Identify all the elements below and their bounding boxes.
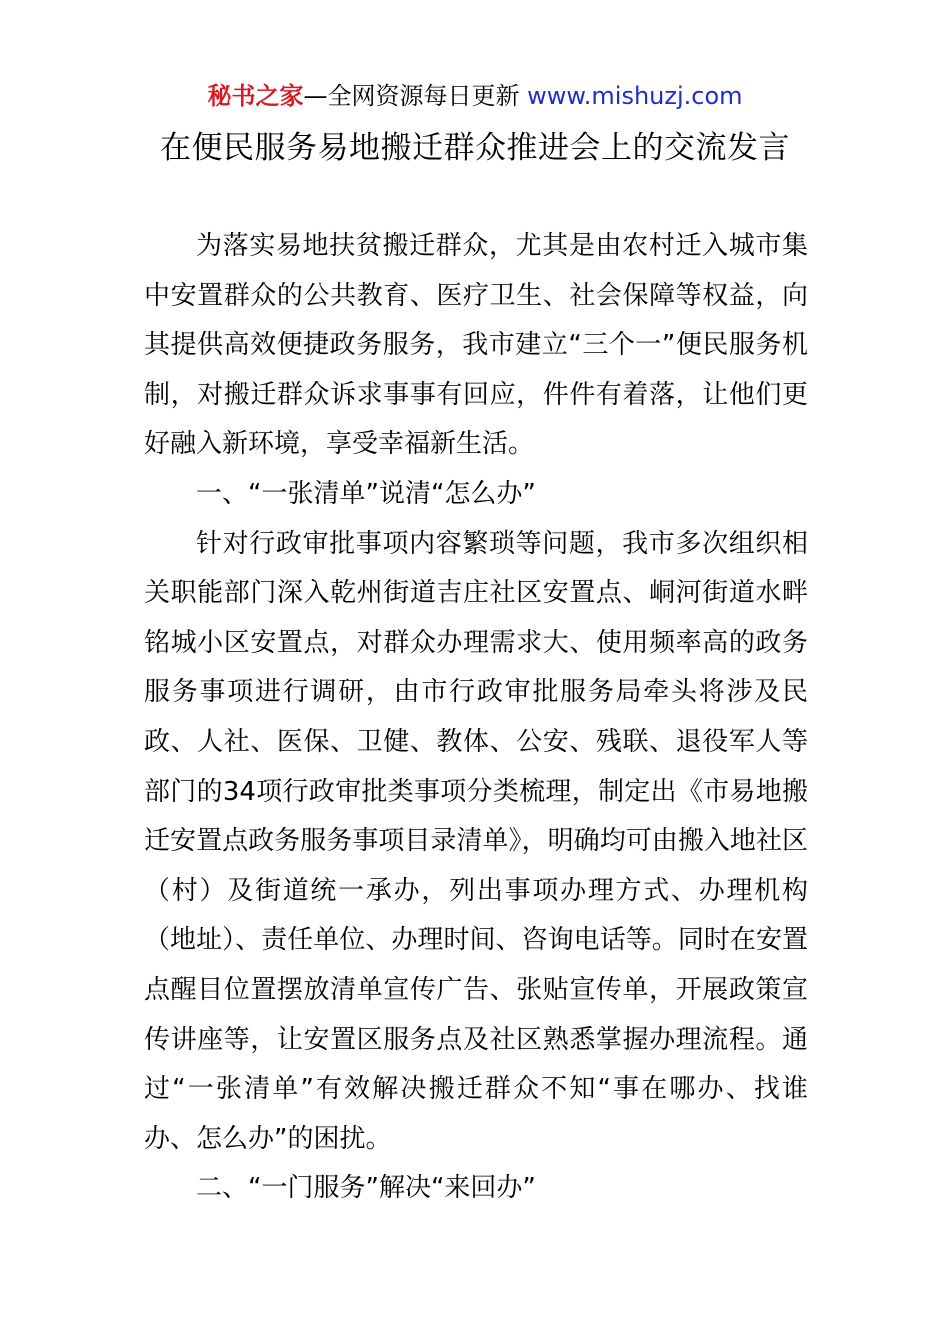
section-1-heading: 一、“一张清单”说清“怎么办” xyxy=(196,478,536,509)
site-header xyxy=(0,80,950,112)
section-1-paragraph: 针对行政审批事项内容繁琐等问题，我市多次组织相关职能部门深入乾州街道吉庄社区安置点、峒河街道水畔铭城小区安置点，对群众办理需求大、使用频率高的政务服务事项进行调研，由市行政审批服务局牵头将涉及民政、人社、医保、卫健、教体、公安、残联、退役军人等部门的34项行政审批类事项分类梳理，制定出《市易地搬迁安置点政务服务事项目录清单》，明确均可由搬入地社区（村）及街道统一承办，列出事项办理方式、办理机构（地址）、责任单位、办理时间、咨询电话等。同时在安置点醒目位置摆放清单宣传广告、张贴宣传单，开展政策宣传讲座等，让安置区服务点及社区熟悉掌握办理流程。通过“一张清单”有效解决搬迁群众不知“事在哪办、找谁办、怎么办”的困扰。 xyxy=(144,528,808,1154)
section-2-heading: 二、“一门服务”解决“来回办” xyxy=(196,1173,536,1204)
document-body xyxy=(144,222,808,1214)
document-title: 在便民服务易地搬迁群众推进会上的交流发言 xyxy=(160,130,790,166)
intro-paragraph: 为落实易地扶贫搬迁群众，尤其是由农村迁入城市集中安置群众的公共教育、医疗卫生、社会保障等权益，向其提供高效便捷政务服务，我市建立“三个一”便民服务机制，对搬迁群众诉求事事有回应，件件有着落，让他们更好融入新环境，享受幸福新生活。 xyxy=(144,231,808,460)
site-url-link[interactable]: www.mishuzj.com xyxy=(527,82,743,110)
header-tagline: —全网资源每日更新 xyxy=(303,82,528,110)
brand-name: 秘书之家 xyxy=(207,82,304,110)
